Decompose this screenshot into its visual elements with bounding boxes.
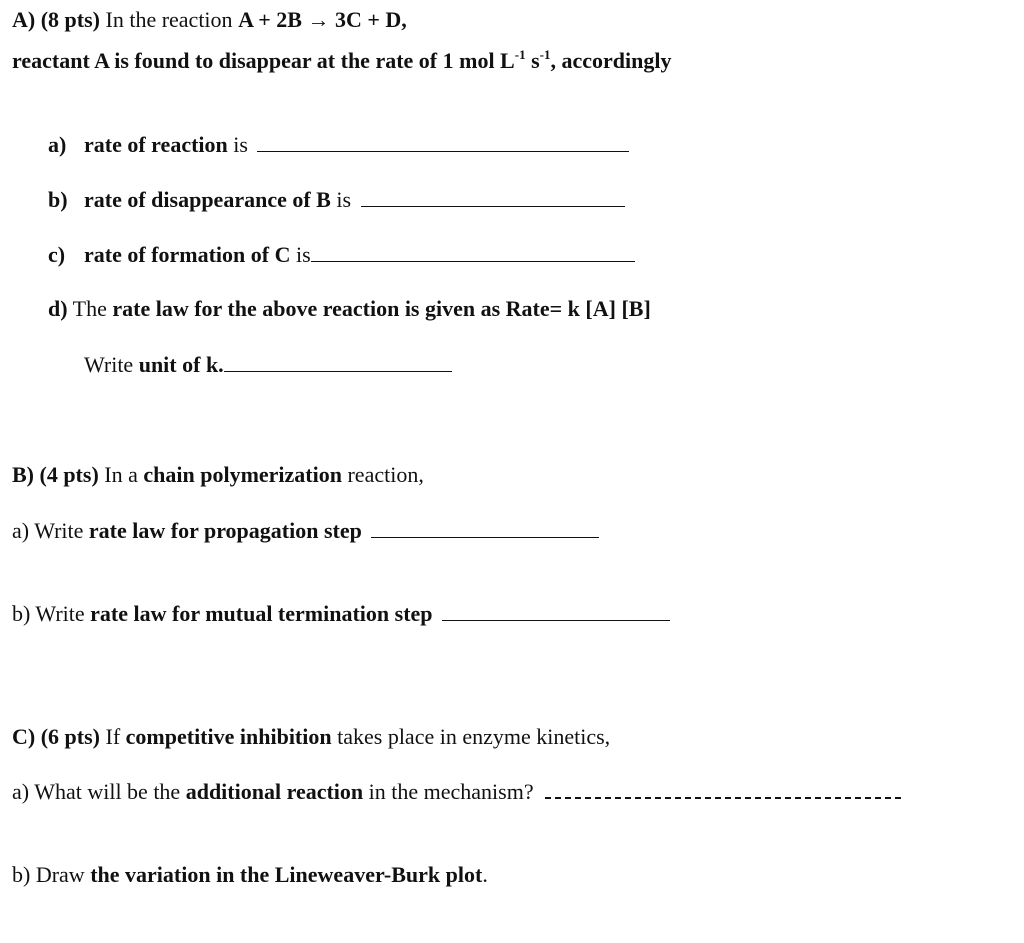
section-c-bold: competitive inhibition: [125, 724, 332, 749]
exponent-s: -1: [539, 47, 551, 62]
section-c-item-b: [12, 864, 488, 886]
section-a-header: [12, 9, 407, 31]
item-bold: additional reaction: [185, 779, 364, 804]
section-c-intro: If: [100, 724, 126, 749]
section-c-header: [12, 726, 610, 748]
section-b-item-b: [12, 602, 670, 625]
write-bold: unit of k.: [138, 352, 224, 377]
item-bold: rate of reaction: [84, 132, 228, 157]
section-b-label: B) (4 pts): [12, 462, 99, 487]
answer-blank-propagation[interactable]: [371, 519, 599, 538]
item-label: d): [48, 296, 68, 321]
item-tail: .: [482, 862, 488, 887]
section-b-tail: reaction,: [341, 462, 424, 487]
item-bold: rate law for propagation step: [88, 518, 362, 543]
item-label: b) Draw: [12, 862, 91, 887]
answer-blank-termination[interactable]: [442, 602, 670, 621]
section-b-item-a: [12, 519, 599, 542]
item-tail: in the mechanism?: [363, 779, 534, 804]
answer-dashed-line[interactable]: [545, 785, 901, 799]
item-plain: is: [330, 187, 352, 212]
answer-blank-c[interactable]: [311, 243, 635, 262]
item-label: a): [48, 132, 67, 157]
statement-text: reactant A is found to disappear at the rate of 1 mol L: [12, 48, 515, 73]
reaction-products: 3C + D,: [334, 7, 407, 32]
item-label: b): [48, 187, 68, 212]
section-c-item-a: [12, 781, 901, 803]
item-label: b) Write: [12, 601, 91, 626]
statement-s: s: [525, 48, 540, 73]
item-d-rate-law: [48, 298, 651, 320]
section-b-intro: In a: [98, 462, 144, 487]
item-label: c): [48, 242, 66, 267]
write-plain: Write: [84, 352, 139, 377]
item-bold: rate of formation of C: [84, 242, 291, 267]
item-label: a) Write: [12, 518, 89, 543]
answer-blank-unit-k[interactable]: [224, 353, 452, 372]
item-c-rate-of-formation: [48, 243, 635, 266]
item-bold: the variation in the Lineweaver-Burk plot: [90, 862, 483, 887]
reaction-reactants: A + 2B: [238, 7, 302, 32]
section-a-statement: [12, 47, 672, 73]
rate-law-text: rate law for the above reaction is given as Rate= k [A] [B]: [112, 296, 651, 321]
answer-blank-b[interactable]: [361, 188, 625, 207]
answer-blank-a[interactable]: [257, 133, 629, 152]
section-a-label: A) (8 pts): [12, 7, 100, 32]
item-bold: rate law for mutual termination step: [90, 601, 433, 626]
item-plain: is: [227, 132, 248, 157]
section-c-label: C) (6 pts): [12, 724, 100, 749]
section-b-bold: chain polymerization: [143, 462, 342, 487]
item-plain: is: [290, 242, 311, 267]
section-b-header: [12, 464, 424, 486]
item-label: a) What will be the: [12, 779, 186, 804]
section-c-tail: takes place in enzyme kinetics,: [331, 724, 611, 749]
item-bold: rate of disappearance of B: [84, 187, 331, 212]
section-a-intro: In the reaction: [105, 7, 233, 32]
exponent-l: -1: [514, 47, 526, 62]
item-b-rate-of-disappearance: [48, 188, 625, 211]
reaction-arrow: →: [307, 7, 330, 32]
item-plain: The: [67, 296, 113, 321]
statement-post: , accordingly: [550, 48, 672, 73]
write-unit-of-k: [84, 353, 452, 376]
item-a-rate-of-reaction: [48, 133, 629, 156]
